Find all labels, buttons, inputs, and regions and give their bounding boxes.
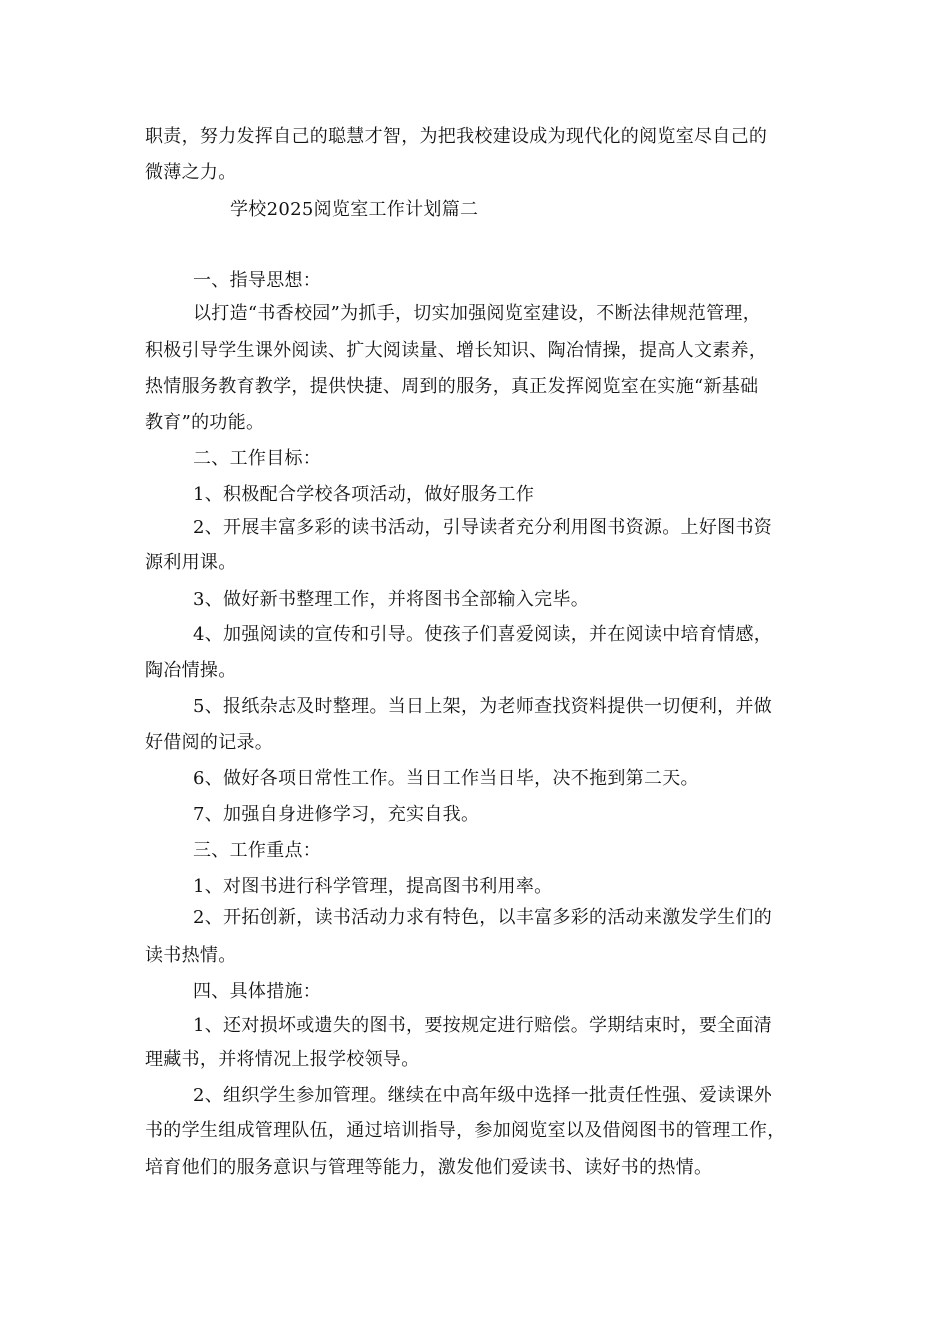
paragraph-line: 热情服务教育教学，提供快捷、周到的服务，真正发挥阅览室在实施“新基础 xyxy=(145,376,759,397)
paragraph-line: 书的学生组成管理队伍，通过培训指导，参加阅览室以及借阅图书的管理工作， xyxy=(145,1120,786,1141)
list-item: 6、做好各项日常性工作。当日工作当日毕，决不拖到第二天。 xyxy=(193,768,699,789)
paragraph-line: 读书热情。 xyxy=(145,945,237,966)
list-item: 1、还对损坏或遗失的图书，要按规定进行赔偿。学期结束时，要全面清 xyxy=(193,1015,773,1036)
list-item: 1、对图书进行科学管理，提高图书利用率。 xyxy=(193,876,553,897)
paragraph-line: 积极引导学生课外阅读、扩大阅读量、增长知识、陶冶情操，提高人文素养， xyxy=(145,340,768,361)
list-item: 3、做好新书整理工作，并将图书全部输入完毕。 xyxy=(193,589,590,610)
section-heading: 二、工作目标： xyxy=(193,448,322,469)
section-heading: 一、指导思想： xyxy=(193,270,322,291)
paragraph-line: 源利用课。 xyxy=(145,552,237,573)
list-item: 2、开拓创新，读书活动力求有特色，以丰富多彩的活动来激发学生们的 xyxy=(193,907,773,928)
list-item: 1、积极配合学校各项活动，做好服务工作 xyxy=(193,484,535,505)
paragraph-line: 陶冶情操。 xyxy=(145,660,237,681)
paragraph-line: 培育他们的服务意识与管理等能力，激发他们爱读书、读好书的热情。 xyxy=(145,1157,713,1178)
list-item: 7、加强自身进修学习，充实自我。 xyxy=(193,804,480,825)
paragraph-line: 理藏书，并将情况上报学校领导。 xyxy=(145,1049,420,1070)
section-heading: 四、具体措施： xyxy=(193,981,322,1002)
list-item: 2、组织学生参加管理。继续在中高年级中选择一批责任性强、爱读课外 xyxy=(193,1085,773,1106)
paragraph-line: 教育”的功能。 xyxy=(145,412,265,433)
list-item: 4、加强阅读的宣传和引导。使孩子们喜爱阅读，并在阅读中培育情感， xyxy=(193,624,773,645)
list-item: 2、开展丰富多彩的读书活动，引导读者充分利用图书资源。上好图书资 xyxy=(193,517,773,538)
list-item: 5、报纸杂志及时整理。当日上架，为老师查找资料提供一切便利，并做 xyxy=(193,696,773,717)
section-heading: 三、工作重点： xyxy=(193,840,322,861)
paragraph-line: 好借阅的记录。 xyxy=(145,732,274,753)
paragraph-line: 以打造“书香校园”为抓手，切实加强阅览室建设，不断法律规范管理， xyxy=(193,303,762,324)
section-title: 学校2025阅览室工作计划篇二 xyxy=(230,199,479,220)
paragraph-line: 职责，努力发挥自己的聪慧才智，为把我校建设成为现代化的阅览室尽自己的 xyxy=(145,126,768,147)
paragraph-line: 微薄之力。 xyxy=(145,162,237,183)
